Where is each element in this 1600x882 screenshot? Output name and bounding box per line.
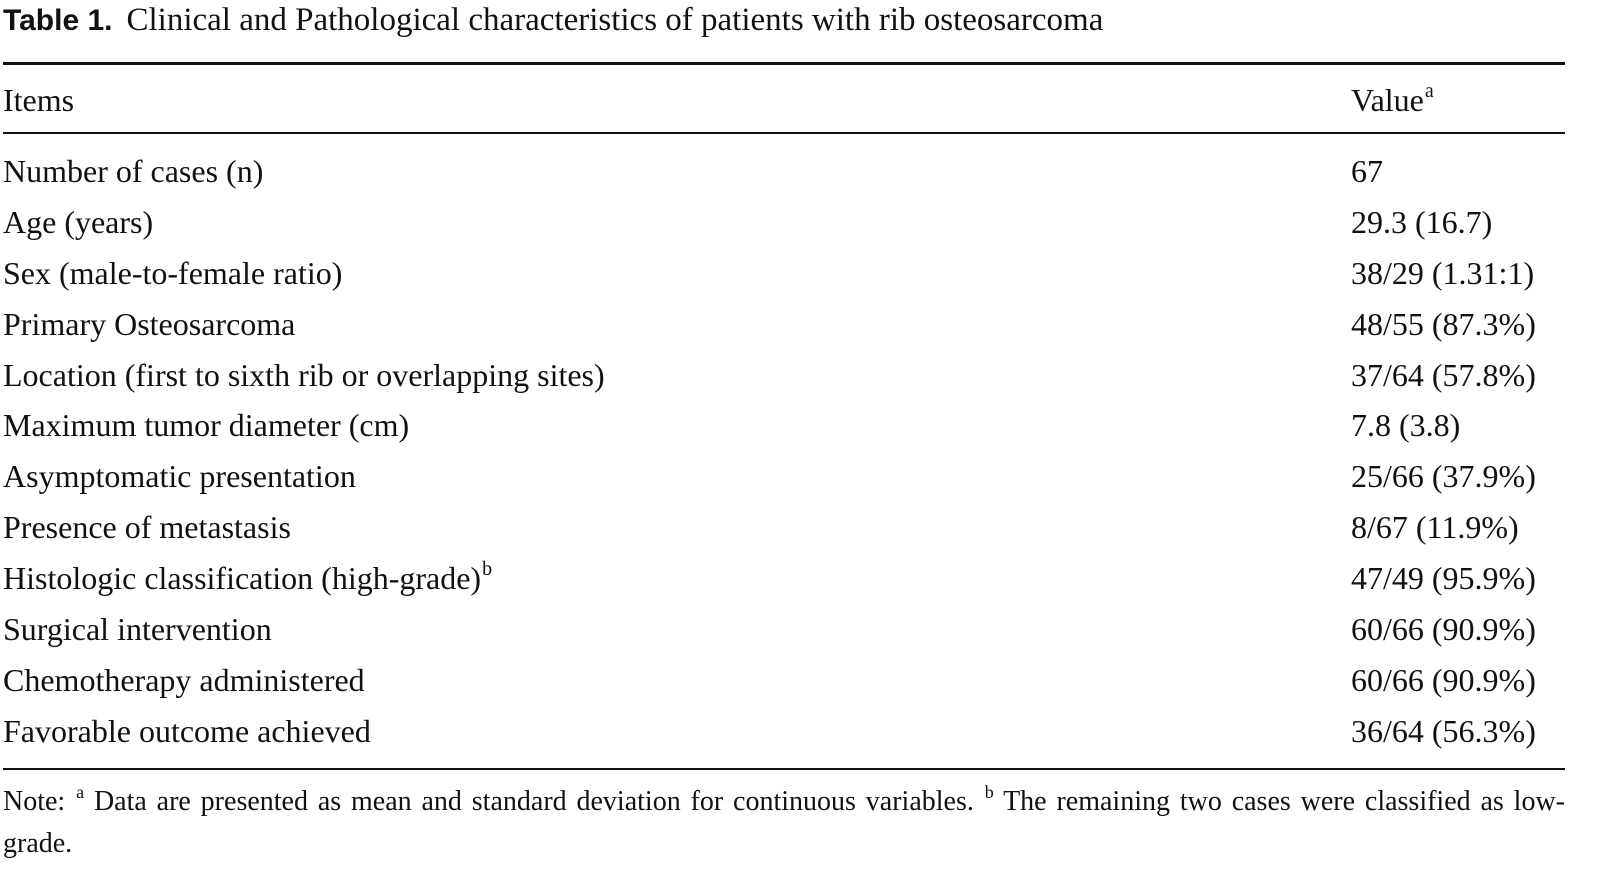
- table-note: [3, 782, 1565, 864]
- top-rule: [3, 62, 1565, 65]
- table-label: Table 1.: [3, 4, 113, 37]
- row-value: 48/55 (87.3%): [1351, 305, 1536, 342]
- table-body: [3, 146, 1565, 757]
- header-items: Items: [3, 82, 75, 118]
- row-item: Location (first to sixth rib or overlapping sites): [3, 356, 605, 393]
- row-value: 37/64 (57.8%): [1351, 356, 1536, 393]
- table-row: [3, 197, 1565, 248]
- table-row: [3, 350, 1565, 401]
- note-marker-a: a: [76, 782, 85, 802]
- table-row: [3, 451, 1565, 502]
- note-prefix: Note:: [3, 786, 66, 817]
- header-rule: [3, 132, 1565, 134]
- row-value: 38/29 (1.31:1): [1351, 254, 1535, 291]
- row-item-footnote-marker: b: [482, 558, 493, 581]
- row-value: 8/67 (11.9%): [1351, 509, 1519, 546]
- table-row: [3, 502, 1565, 553]
- row-value: 25/66 (37.9%): [1351, 458, 1536, 495]
- row-item: Age (years): [3, 203, 154, 240]
- row-value: 67: [1351, 153, 1383, 189]
- row-item: [3, 553, 492, 608]
- note-marker-b: b: [984, 782, 994, 802]
- row-value: 60/66 (90.9%): [1351, 661, 1536, 698]
- row-item: Maximum tumor diameter (cm): [3, 407, 410, 444]
- row-value: 36/64 (56.3%): [1351, 712, 1536, 749]
- row-item: Number of cases (n): [3, 153, 264, 189]
- note-text-a: Data are presented as mean and standard deviation for continuous variables.: [93, 786, 974, 817]
- header-value-label: Value: [1351, 82, 1424, 118]
- table-figure: [3, 0, 1565, 882]
- row-item: Surgical intervention: [3, 611, 272, 648]
- table-row: [3, 400, 1565, 451]
- table-row: [3, 706, 1565, 757]
- row-item: Favorable outcome achieved: [3, 712, 371, 749]
- row-value: 7.8 (3.8): [1351, 407, 1461, 444]
- header-value-footnote-marker: a: [1424, 80, 1434, 102]
- table-row: [3, 146, 1565, 197]
- row-item: Primary Osteosarcoma: [3, 305, 296, 342]
- header-value: [1351, 80, 1434, 125]
- table-row: [3, 299, 1565, 350]
- row-value: 29.3 (16.7): [1351, 203, 1493, 240]
- bottom-rule: [3, 768, 1565, 770]
- row-value: 47/49 (95.9%): [1351, 560, 1536, 597]
- table-row: [3, 604, 1565, 655]
- row-item: Sex (male-to-female ratio): [3, 254, 343, 291]
- row-item-text: Histologic classification (high-grade): [3, 560, 482, 597]
- table-row: [3, 248, 1565, 299]
- table-caption: [3, 0, 1103, 41]
- row-item: Chemotherapy administered: [3, 661, 365, 698]
- table-row: [3, 553, 1565, 604]
- row-item: Asymptomatic presentation: [3, 458, 356, 495]
- table-title: Clinical and Pathological characteristics of patients with rib osteosarcoma: [126, 2, 1104, 38]
- row-value: 60/66 (90.9%): [1351, 611, 1536, 648]
- row-item: Presence of metastasis: [3, 509, 291, 546]
- note-text-b: The remaining two cases were classified as low-grade.: [3, 786, 1565, 859]
- table-row: [3, 655, 1565, 706]
